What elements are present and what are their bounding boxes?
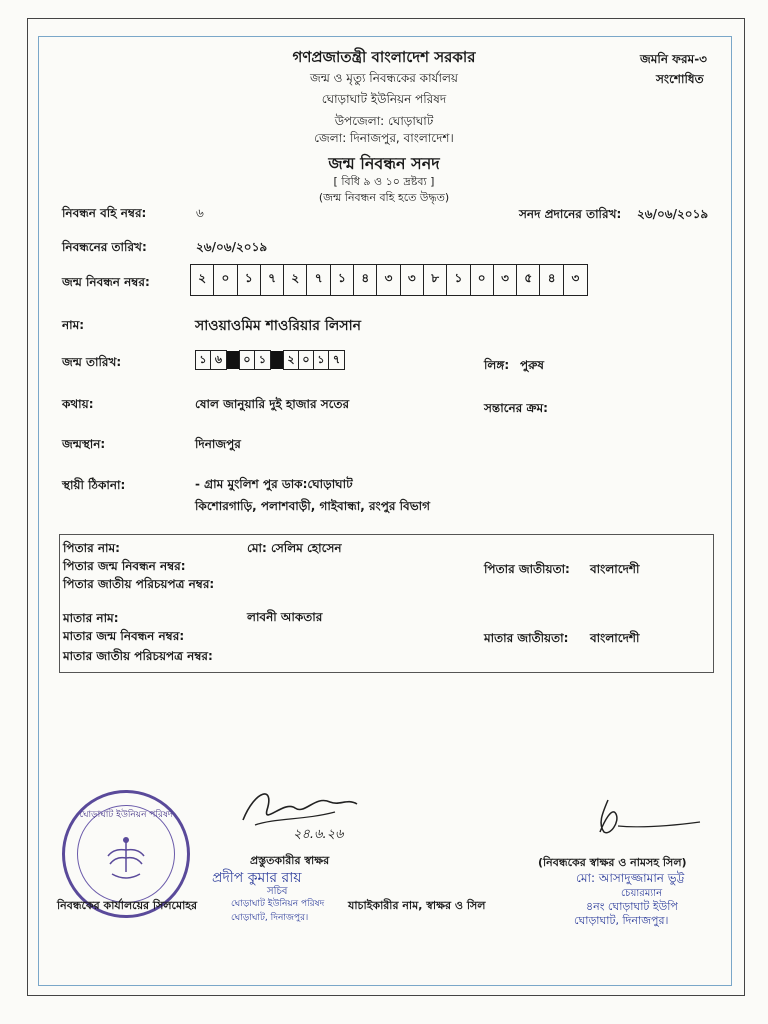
father-nationality-label: পিতার জাতীয়তা: — [484, 562, 570, 576]
address-line1: - গ্রাম মুংলিশ পুর ডাক:ঘোড়াঘাট — [195, 477, 353, 491]
reg-digit: ৫ — [517, 265, 540, 295]
dob-words: ষোল জানুয়ারি দুই হাজার সতের — [195, 397, 350, 411]
dob-label: জন্ম তারিখ: — [62, 355, 122, 369]
reg-no-label: জন্ম নিবন্ধন নম্বর: — [62, 275, 150, 289]
father-nationality: বাংলাদেশী — [590, 562, 640, 576]
father-name-label: পিতার নাম: — [63, 541, 120, 555]
registrar-name: মো: আসাদুজ্জামান ভুট্ট — [576, 871, 685, 885]
dob-digit: ১ — [258, 352, 267, 366]
form-number: জমনি ফরম-৩ — [640, 52, 707, 66]
reg-digit: ৩ — [401, 265, 424, 295]
registrar-office: ৪নং ঘোড়াঘাট ইউপি — [586, 900, 678, 913]
reg-digit: ৪ — [540, 265, 563, 295]
office-title: জন্ম ও মৃত্যু নিবন্ধকের কার্যালয় — [310, 71, 458, 85]
dob-digit: ০ — [240, 351, 255, 369]
mother-reg-label: মাতার জন্ম নিবন্ধন নম্বর: — [63, 629, 185, 643]
reg-digit: ১ — [331, 265, 354, 295]
registrar-title: চেয়ারম্যান — [621, 888, 663, 899]
revised-label: সংশোধিত — [656, 72, 704, 86]
reg-digit: ১ — [447, 265, 470, 295]
seal-text: ঘোড়াঘাট ইউনিয়ন পরিষদ — [79, 810, 173, 820]
preparer-place: ঘোড়াঘাট, দিনাজপুর। — [231, 913, 309, 923]
father-nid-label: পিতার জাতীয় পরিচয়পত্র নম্বর: — [63, 577, 215, 591]
reg-date-label: নিবন্ধনের তারিখ: — [62, 240, 147, 254]
issue-date-value: ২৬/০৬/২০১৯ — [637, 207, 709, 221]
gender-label: লিঙ্গ: — [484, 358, 510, 372]
birthplace-value: দিনাজপুর — [195, 437, 241, 451]
registrar-place: ঘোড়াঘাট, দিনাজপুর। — [574, 914, 669, 927]
book-no-label: নিবন্ধন বহি নম্বর: — [62, 206, 147, 220]
mother-nid-label: মাতার জাতীয় পরিচয়পত্র নম্বর: — [63, 649, 213, 663]
signature-date: ২৪.৬.২৬ — [293, 827, 344, 842]
reg-digit: ৩ — [494, 265, 517, 295]
reg-digit: ৩ — [377, 265, 400, 295]
mother-nationality-label: মাতার জাতীয়তা: — [484, 631, 569, 645]
reg-digit: ৮ — [424, 265, 447, 295]
reg-digit: ৭ — [307, 265, 330, 295]
union-title: ঘোড়াঘাট ইউনিয়ন পরিষদ — [321, 92, 447, 106]
child-name: সাওয়াওমিম শাওরিয়ার লিসান — [195, 318, 361, 334]
gender-value: পুরুষ — [520, 358, 544, 372]
reg-digit: ০ — [471, 265, 494, 295]
certificate-title: জন্ম নিবন্ধন সনদ — [328, 154, 440, 173]
mother-name: লাবনী আকতার — [247, 610, 323, 624]
mother-name-label: মাতার নাম: — [63, 611, 119, 625]
reg-no-boxes — [190, 264, 588, 296]
address-line2: কিশোরগাড়ি, পলাশবাড়ী, গাইবান্ধা, রংপুর বিভাগ — [195, 499, 431, 513]
verifier-label: যাচাইকারীর নাম, স্বাক্ষর ও সিল — [348, 899, 486, 912]
dob-boxes — [195, 350, 345, 370]
name-label: নাম: — [62, 318, 85, 332]
words-label: কথায়: — [62, 397, 94, 411]
reg-digit: ৩ — [571, 271, 580, 285]
reg-digit: ০ — [214, 265, 237, 295]
birth-order-label: সন্তানের ক্রম: — [484, 401, 548, 415]
dob-digit: ৭ — [332, 352, 341, 366]
preparer-label: প্রস্তুতকারীর স্বাক্ষর — [250, 854, 330, 867]
dob-digit: ১ — [314, 351, 329, 369]
district-line: জেলা: দিনাজপুর, বাংলাদেশ। — [314, 131, 454, 145]
gov-title: গণপ্রজাতন্ত্রী বাংলাদেশ সরকার — [292, 48, 476, 66]
address-label: স্থায়ী ঠিকানা: — [62, 478, 126, 492]
office-seal-label: নিবন্ধকের কার্যালয়ের সিলমোহর — [57, 899, 198, 912]
father-reg-label: পিতার জন্ম নিবন্ধন নম্বর: — [63, 559, 186, 573]
dob-digit: ২ — [284, 351, 299, 369]
dob-digit: ০ — [299, 351, 314, 369]
source-ref: (জন্ম নিবন্ধন বহি হতে উদ্ধৃত) — [318, 191, 450, 204]
reg-digit: ২ — [191, 265, 214, 295]
upazila-line: উপজেলা: ঘোড়াঘাট — [334, 114, 434, 128]
reg-digit: ৪ — [354, 265, 377, 295]
dob-digit: ১ — [196, 351, 211, 369]
preparer-name: প্রদীপ কুমার রায় — [212, 870, 302, 886]
reg-digit: ১ — [238, 265, 261, 295]
mother-nationality: বাংলাদেশী — [590, 631, 640, 645]
book-no-value: ৬ — [196, 206, 204, 220]
birthplace-label: জন্মস্থান: — [62, 437, 106, 451]
preparer-office: ঘোড়াঘাট ইউনিয়ন পরিষদ — [231, 899, 325, 909]
rule-ref: [ বিধি ৯ ও ১০ দ্রষ্টব্য ] — [333, 175, 435, 188]
reg-digit: ৭ — [261, 265, 284, 295]
issue-date-label: সনদ প্রদানের তারিখ: — [519, 207, 622, 221]
reg-digit: ২ — [284, 265, 307, 295]
father-name: মো: সেলিম হোসেন — [247, 541, 342, 555]
preparer-title: সচিব — [267, 886, 288, 897]
registrar-signature — [580, 792, 710, 842]
reg-date-value: ২৬/০৬/২০১৯ — [196, 240, 268, 254]
registrar-label: (নিবন্ধকের স্বাক্ষর ও নামসহ সিল) — [538, 856, 687, 869]
dob-digit: ৬ — [214, 352, 223, 366]
